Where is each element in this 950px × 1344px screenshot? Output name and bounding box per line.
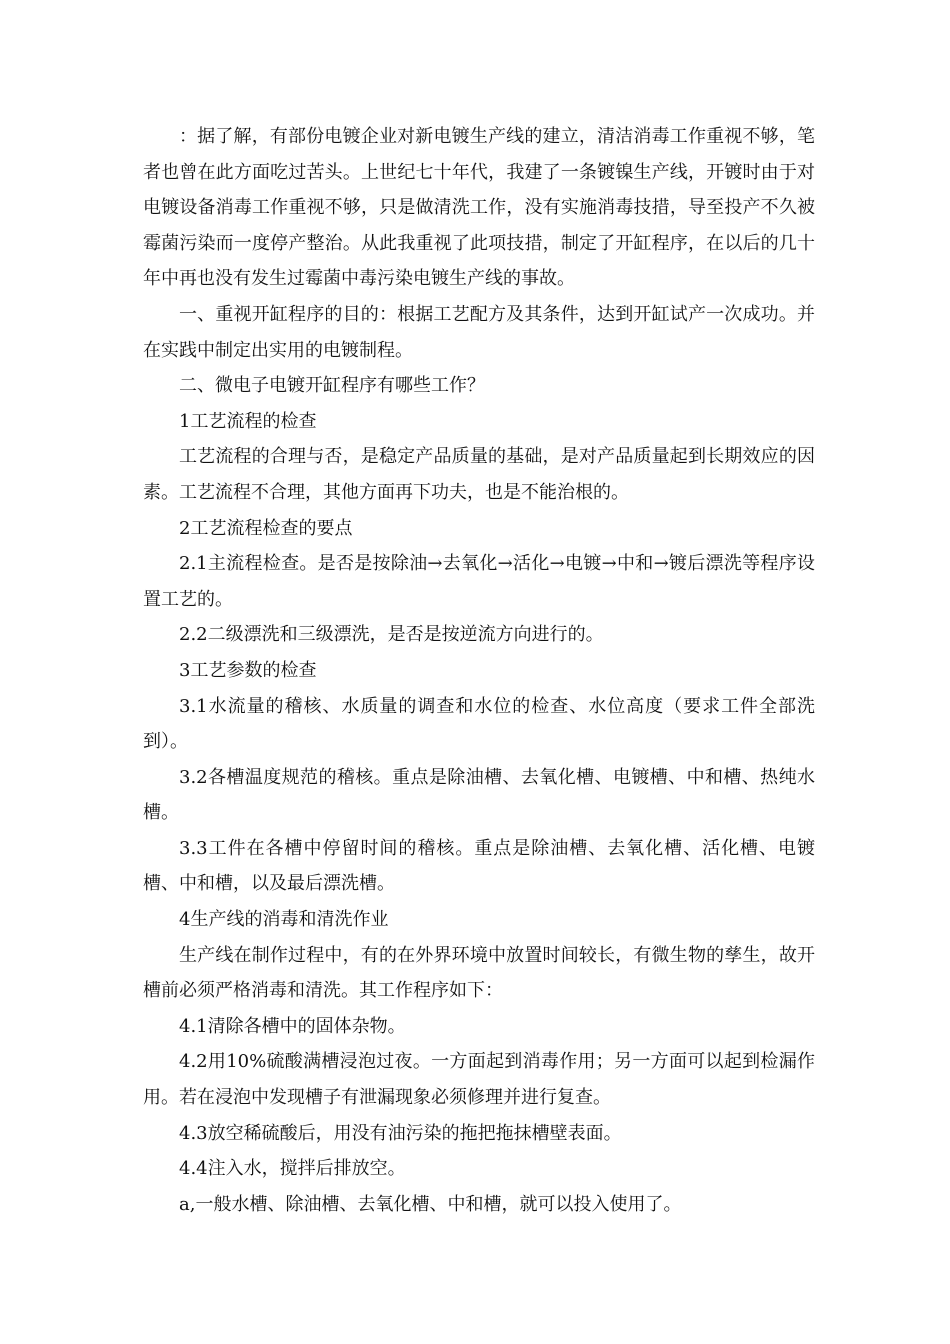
paragraph-3-1: 3.1水流量的稽核、水质量的调查和水位的检查、水位高度（要求工件全部洗到）。 — [143, 695, 815, 753]
paragraph-4-2: 4.2用10%硫酸满槽浸泡过夜。一方面起到消毒作用；另一方面可以起到检漏作用。若在浸泡中发现槽子有泄漏现象必须修理并进行复查。 — [143, 1051, 815, 1109]
heading-disinfection: 4生产线的消毒和清洗作业 — [179, 909, 389, 931]
paragraph-section-2: 二、微电子电镀开缸程序有哪些工作？ — [179, 375, 485, 397]
heading-parameter-check: 3工艺参数的检查 — [179, 659, 317, 681]
document-body — [143, 119, 815, 1222]
paragraph-intro: ：据了解，有部份电镀企业对新电镀生产线的建立，清洁消毒工作重视不够，笔者也曾在此方面吃过苦头。上世纪七十年代，我建了一条镀镍生产线，开镀时由于对电镀设备消毒工作重视不够，只是做清洗工作，没有实施消毒技措，导至投产不久被霉菌污染而一度停产整治。从此我重视了此项技措，制定了开缸程序，在以后的几十年中再也没有发生过霉菌中毒污染电镀生产线的事故。 — [143, 126, 815, 290]
paragraph-4-3: 4.3放空稀硫酸后，用没有油污染的拖把拖抹槽壁表面。 — [179, 1122, 622, 1144]
paragraph-2-2: 2.2二级漂洗和三级漂洗，是否是按逆流方向进行的。 — [179, 624, 604, 646]
heading-process-check: 1工艺流程的检查 — [179, 410, 317, 432]
paragraph-3-3: 3.3工件在各槽中停留时间的稽核。重点是除油槽、去氧化槽、活化槽、电镀槽、中和槽，以及最后漂洗槽。 — [143, 837, 815, 895]
paragraph-4-1: 4.1清除各槽中的固体杂物。 — [179, 1015, 406, 1037]
heading-process-check-points: 2工艺流程检查的要点 — [179, 517, 353, 539]
paragraph-2-1: 2.1主流程检查。是否是按除油→去氧化→活化→电镀→中和→镀后漂洗等程序设置工艺的。 — [143, 553, 815, 610]
paragraph-section-1: 一、重视开缸程序的目的：根据工艺配方及其条件，达到开缸试产一次成功。并在实践中制定出实用的电镀制程。 — [143, 303, 815, 361]
paragraph-a: a,一般水槽、除油槽、去氧化槽、中和槽，就可以投入使用了。 — [179, 1193, 682, 1215]
paragraph-4-4: 4.4注入水，搅拌后排放空。 — [179, 1158, 406, 1180]
paragraph-process-check: 工艺流程的合理与否，是稳定产品质量的基础，是对产品质量起到长期效应的因素。工艺流程不合理，其他方面再下功夫，也是不能治根的。 — [143, 446, 815, 503]
paragraph-3-2: 3.2各槽温度规范的稽核。重点是除油槽、去氧化槽、电镀槽、中和槽、热纯水槽。 — [143, 766, 815, 824]
paragraph-disinfection: 生产线在制作过程中，有的在外界环境中放置时间较长，有微生物的孳生，故开槽前必须严格消毒和清洗。其工作程序如下： — [143, 944, 815, 1002]
